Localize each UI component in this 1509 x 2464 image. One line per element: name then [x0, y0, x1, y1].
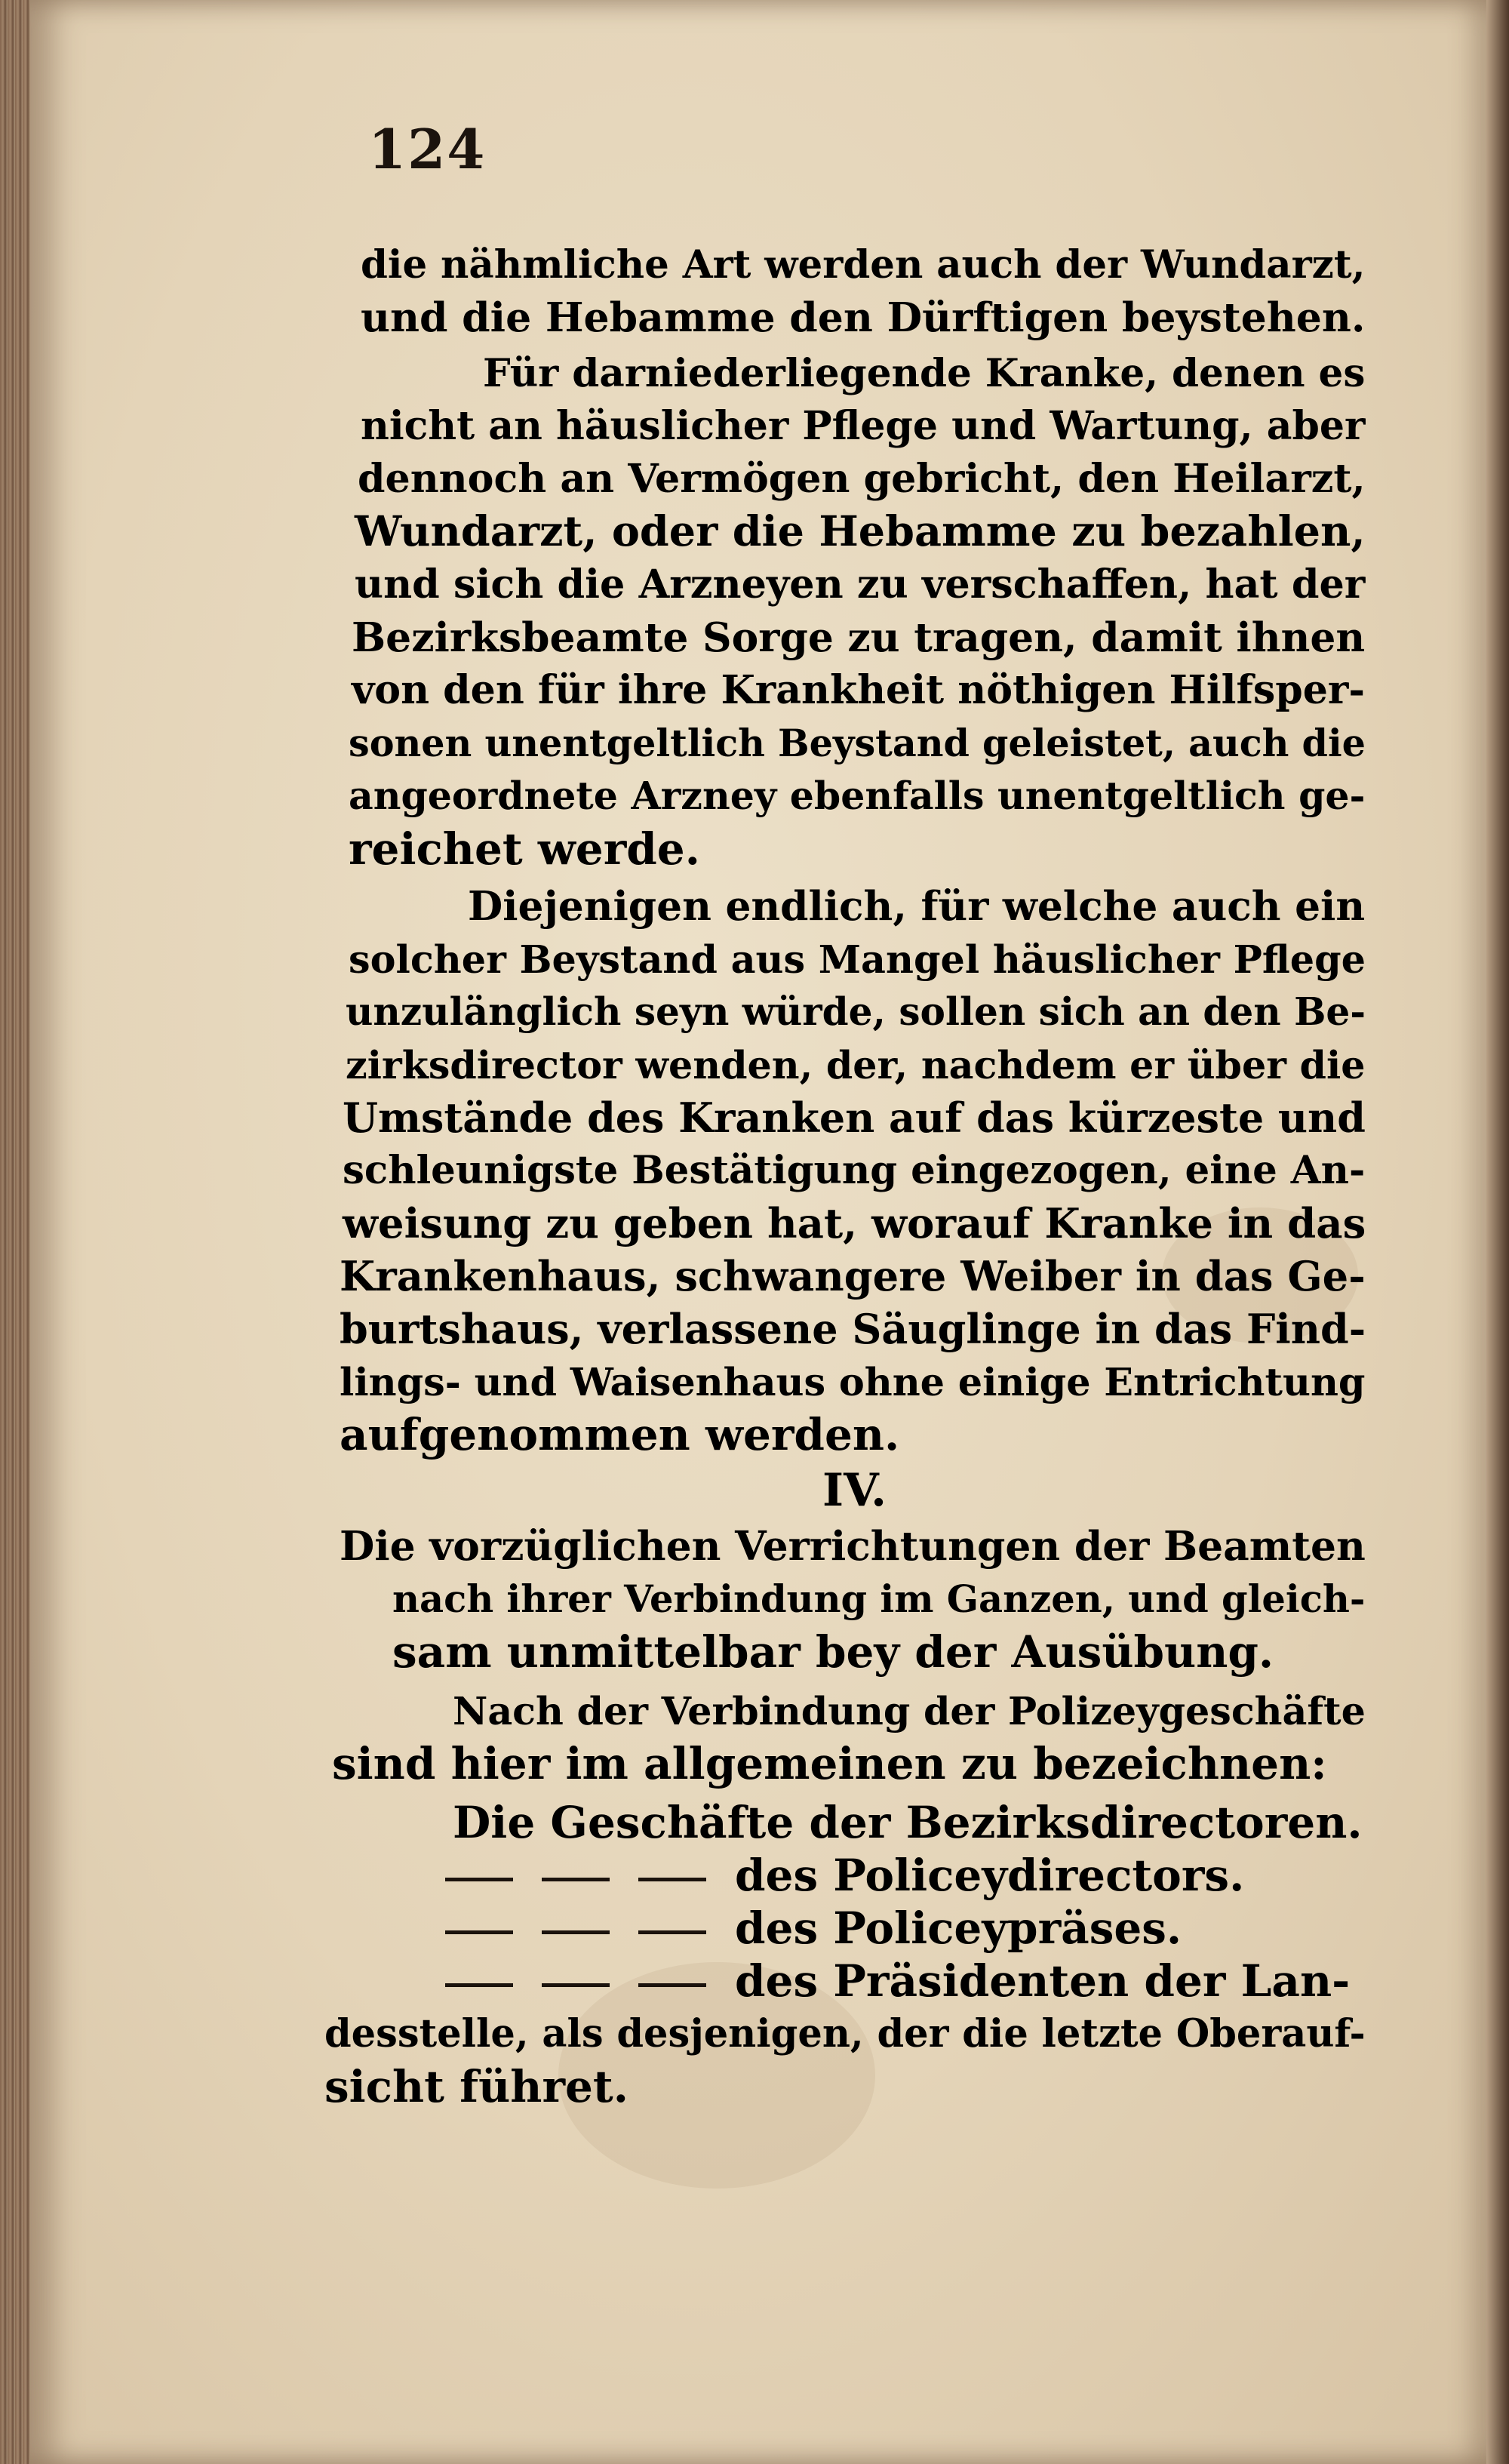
text-line: lings- und Waisenhaus ohne einige Entrichtung	[340, 1359, 1366, 1404]
text-line: angeordnete Arzney ebenfalls unentgeltlich ge-	[349, 774, 1366, 818]
text-line: Bezirksbeamte Sorge zu tragen, damit ihnen	[352, 614, 1366, 661]
page-number: 124	[368, 117, 487, 181]
text-line: solcher Beystand aus Mangel häuslicher Pflege	[349, 937, 1366, 982]
text-line: sonen unentgeltlich Beystand geleistet, auch die	[349, 721, 1366, 765]
text-line: und sich die Arzneyen zu verschaffen, hat der	[355, 561, 1366, 608]
text-line: weisung zu geben hat, worauf Kranke in das	[343, 1199, 1366, 1247]
text-line: sind hier im allgemeinen zu bezeichnen:	[332, 1738, 1327, 1789]
text-line: die nähmliche Art werden auch der Wundarzt,	[361, 242, 1366, 288]
section-title-line: sam unmittelbar bey der Ausübung.	[392, 1626, 1274, 1678]
dash-mark	[542, 1930, 610, 1934]
text-line: Diejenigen endlich, für welche auch ein	[468, 882, 1366, 930]
dash-mark	[445, 1878, 513, 1881]
text-line: und die Hebamme den Dürftigen beystehen.	[361, 294, 1366, 341]
dash-mark	[542, 1983, 610, 1987]
text-line: Wundarzt, oder die Hebamme zu bezahlen,	[355, 507, 1366, 556]
dash-mark	[445, 1983, 513, 1987]
text-line: desstelle, als desjenigen, der die letzte Oberauf-	[324, 2011, 1366, 2056]
dash-mark	[638, 1878, 706, 1881]
dash-mark	[638, 1930, 706, 1934]
text-line: unzulänglich seyn würde, sollen sich an den Be-	[346, 989, 1366, 1034]
binding-shadow	[1486, 0, 1509, 2464]
list-item-text: des Policeypräses.	[735, 1903, 1182, 1954]
text-line: dennoch an Vermögen gebricht, den Heilarzt,	[358, 456, 1366, 502]
text-line: aufgenommen werden.	[340, 1409, 900, 1460]
text-line: sicht führet.	[324, 2061, 628, 2112]
text-line: reichet werde.	[349, 823, 700, 875]
list-item-text: des Präsidenten der Lan-	[735, 1955, 1351, 2007]
section-title-line: Die vorzüglichen Verrichtungen der Beamten	[340, 1522, 1366, 1570]
list-item	[445, 1903, 1182, 1953]
text-line: Für darniederliegende Kranke, denen es	[483, 351, 1366, 396]
list-item: Die Geschäfte der Bezirksdirectoren.	[453, 1797, 1363, 1848]
text-line: von den für ihre Krankheit nöthigen Hilfsper-	[352, 667, 1366, 713]
section-number: IV.	[822, 1464, 887, 1517]
dash-mark	[445, 1930, 513, 1934]
dash-mark	[638, 1983, 706, 1987]
text-line: schleunigste Bestätigung eingezogen, eine An-	[343, 1148, 1366, 1193]
list-item	[445, 1956, 1350, 2006]
list-item	[445, 1850, 1244, 1900]
section-title-line: nach ihrer Verbindung im Ganzen, und gleich-	[392, 1577, 1366, 1621]
text-line: Umstände des Kranken auf das kürzeste und	[343, 1094, 1366, 1142]
dash-mark	[542, 1878, 610, 1881]
text-line: Nach der Verbindung der Polizeygeschäfte	[453, 1688, 1366, 1733]
text-line: Krankenhaus, schwangere Weiber in das Ge-	[340, 1252, 1366, 1300]
text-line: burtshaus, verlassene Säuglinge in das Find-	[340, 1305, 1366, 1353]
list-item-text: des Policeydirectors.	[735, 1850, 1245, 1901]
text-line: nicht an häuslicher Pflege und Wartung, aber	[361, 403, 1366, 449]
text-line: zirksdirector wenden, der, nachdem er über die	[346, 1042, 1366, 1087]
